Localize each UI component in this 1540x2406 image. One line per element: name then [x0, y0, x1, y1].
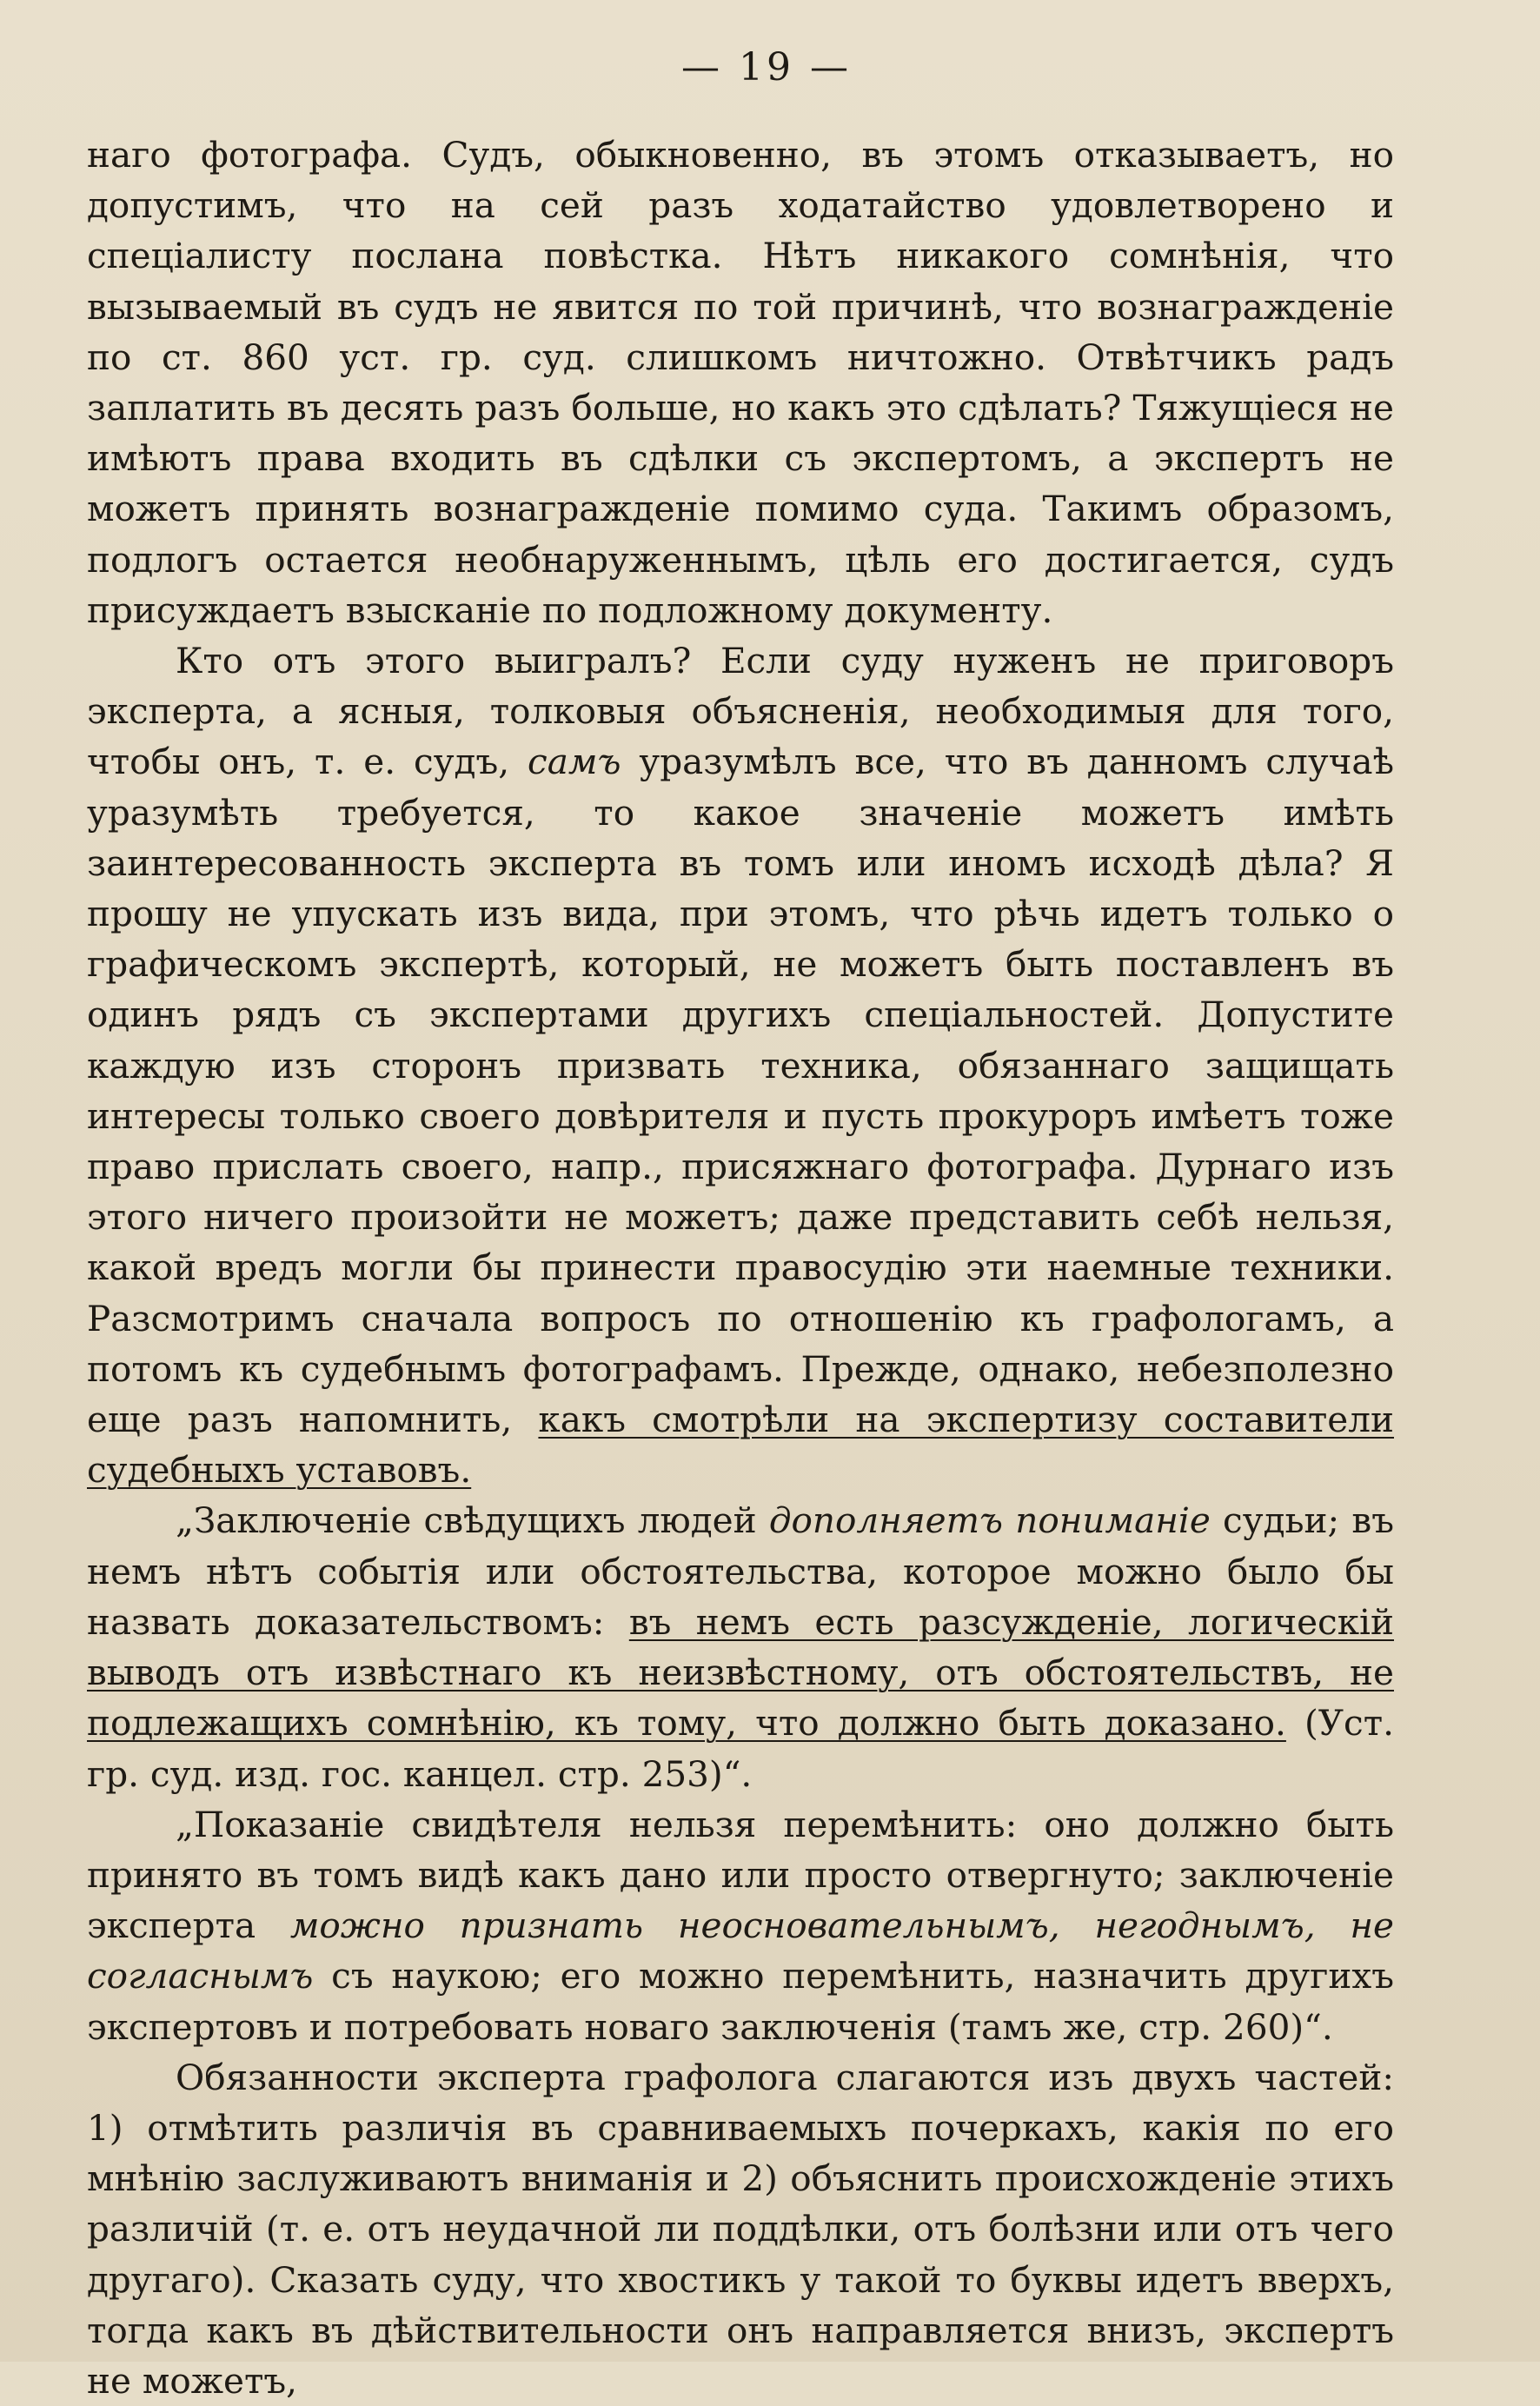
quote-2-text-a: „Показаніе свидѣтеля нельзя перемѣнить: оно должно быть принято въ томъ видѣ какъ дано или просто отвергнуто; заключеніе эксперта — [87, 1803, 1394, 1947]
quote-2-italic: можно признать неосновательнымъ, негоднымъ, не согласнымъ — [87, 1904, 1394, 1997]
quote-1-text-c: (Уст. гр. суд. изд. гос. канцел. стр. 253)“. — [87, 1702, 1395, 1795]
paragraph-2 — [87, 635, 1394, 1495]
quote-1-underlined: въ немъ есть разсужденіе, логическій выводъ отъ извѣстнаго къ неизвѣстному, отъ обстоятельствъ, не подлежащихъ сомнѣнію, къ тому, что должно быть доказано. — [87, 1600, 1394, 1745]
page-number: — 19 — — [681, 45, 852, 90]
quote-1 — [87, 1495, 1394, 1798]
paragraph-1 — [87, 130, 1394, 635]
paragraph-2-italic: самъ — [528, 741, 621, 783]
paragraph-2-underlined: какъ смотрѣли на экспертизу составители судебныхъ уставовъ. — [87, 1399, 1394, 1492]
quote-1-text-a: „Заключеніе свѣдущихъ людей — [176, 1499, 769, 1542]
paragraph-2-text-a: Кто отъ этого выигралъ? Если суду нуженъ не приговоръ эксперта, а ясныя, толковыя объясненія, необходимыя для того, чтобы онъ, т. е. судъ, — [87, 640, 1394, 783]
quote-1-italic: дополняетъ пониманіе — [768, 1499, 1211, 1542]
paragraph-5-text: Обязанности эксперта графолога слагаются изъ двухъ частей: 1) отмѣтить различія въ сравниваемыхъ почеркахъ, какія по его мнѣнію заслуживаютъ вниманія и 2) объяснить происхожденіе этихъ различій (т. е. отъ неудачной ли поддѣлки, отъ болѣзни или отъ чего другаго). Сказать суду, что хвостикъ у такой то буквы идетъ вверхъ, тогда какъ въ дѣйствительности онъ направляется внизъ, экспертъ не можетъ, — [87, 2056, 1394, 2402]
paragraph-5 — [87, 2052, 1394, 2406]
paragraph-1-text: наго фотографа. Судъ, обыкновенно, въ этомъ отказываетъ, но допустимъ, что на сей разъ ходатайство удовлетворено и спеціалисту послана повѣстка. Нѣтъ никакого сомнѣнія, что вызываемый въ судъ не явится по той причинѣ, что вознагражденіе по ст. 860 уст. гр. суд. слишкомъ ничтожно. Отвѣтчикъ радъ заплатить въ десять разъ больше, но какъ это сдѣлать? Тяжущіеся не имѣютъ права входить въ сдѣлки съ экспертомъ, а экспертъ не можетъ принять вознагражденіе помимо суда. Такимъ образомъ, подлогъ остается необнаруженнымъ, цѣль его достигается, судъ присуждаетъ взысканіе по подложному документу. — [87, 134, 1394, 631]
quote-1-text-b: судьи; въ немъ нѣтъ событія или обстоятельства, которое можно было бы назвать доказательствомъ: — [87, 1499, 1394, 1643]
quote-2-text-b: съ наукою; его можно перемѣнить, назначить другихъ экспертовъ и потребовать новаго заключенія (тамъ же, стр. 260)“. — [87, 1955, 1394, 2048]
paragraph-2-text-b: уразумѣлъ все, что въ данномъ случаѣ уразумѣть требуется, то какое значеніе можетъ имѣть заинтересованность эксперта въ томъ или иномъ исходѣ дѣла? Я прошу не упускать изъ вида, при этомъ, что рѣчь идетъ только о графическомъ экспертѣ, который, не можетъ быть поставленъ въ одинъ рядъ съ экспертами другихъ спеціальностей. Допустите каждую изъ сторонъ призвать техника, обязаннаго защищать интересы только своего довѣрителя и пусть прокуроръ имѣетъ тоже право прислать своего, напр., присяжнаго фотографа. Дурнаго изъ этого ничего произойти не можетъ; даже представить себѣ нельзя, какой вредъ могли бы принести правосудію эти наемные техники. Разсмотримъ сначала вопросъ по отношенію къ графологамъ, а потомъ къ судебнымъ фотографамъ. Прежде, однако, небезполезно еще разъ напомнить, — [87, 741, 1395, 1441]
quote-2 — [87, 1799, 1394, 2052]
